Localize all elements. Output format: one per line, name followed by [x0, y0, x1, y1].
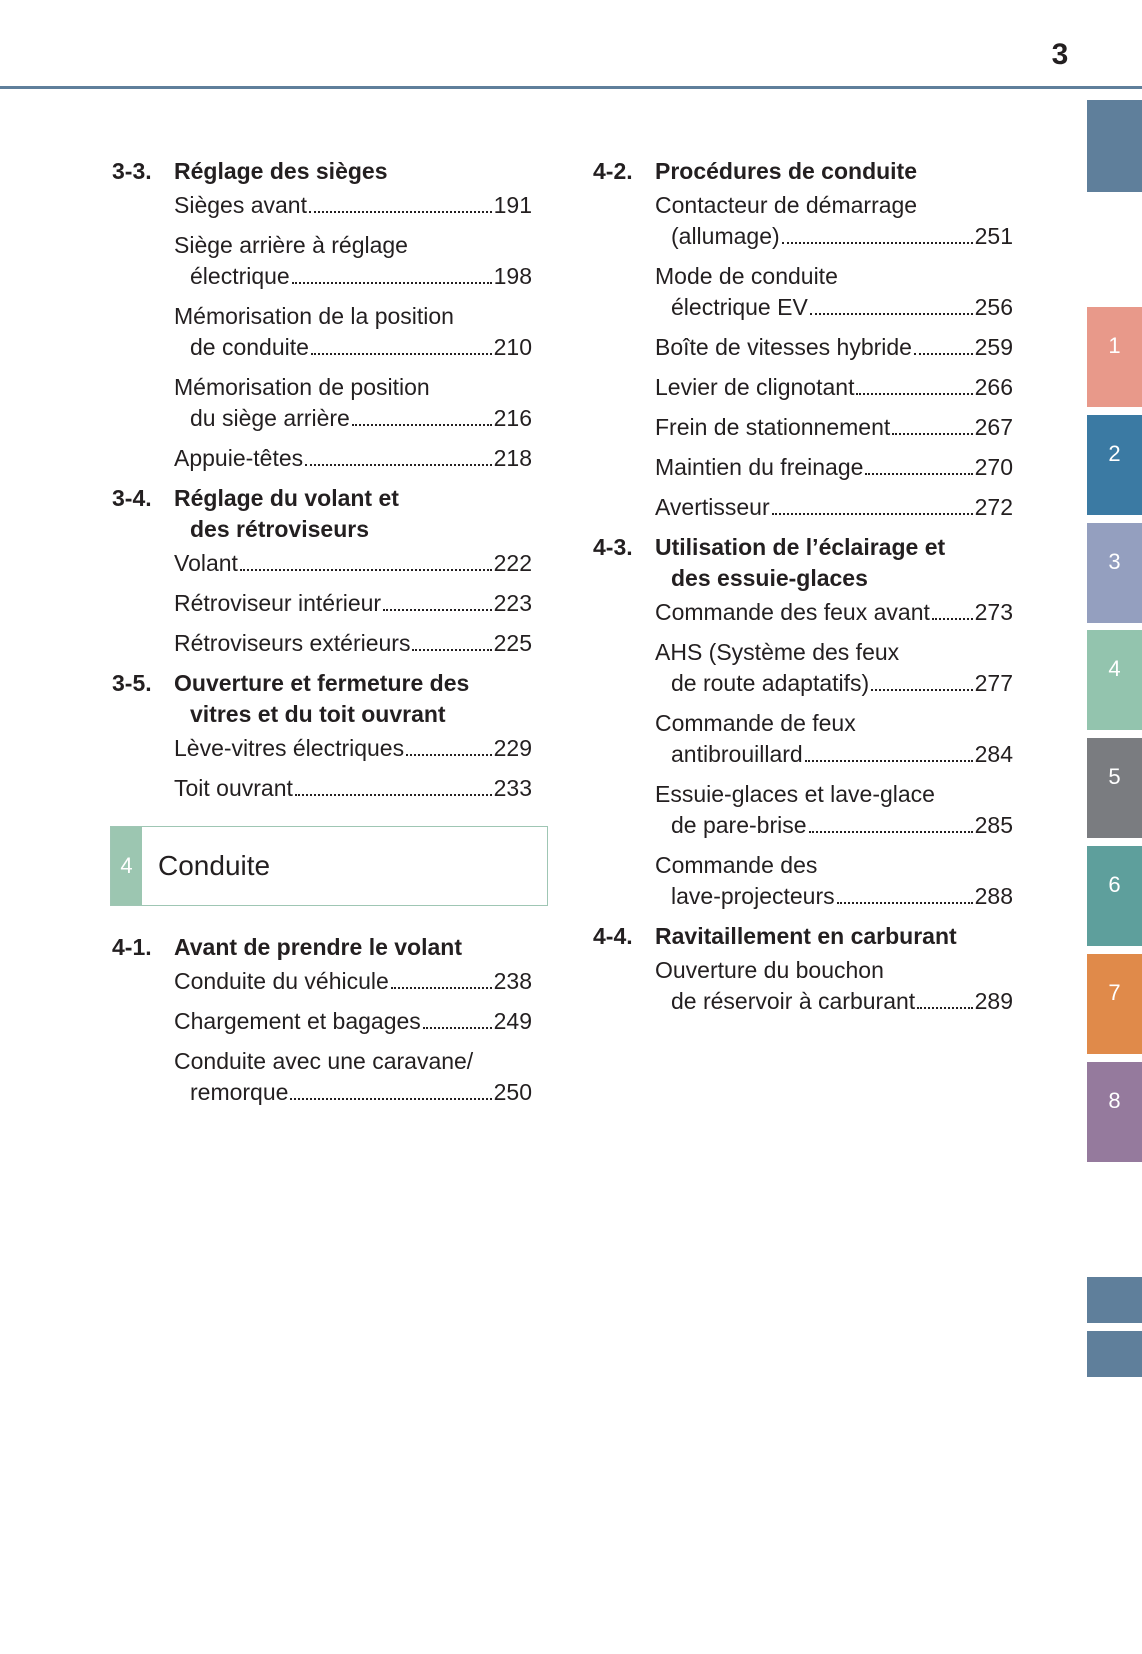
toc-entry-antibrouillard[interactable]: Commande de feux antibrouillard 284	[655, 708, 1013, 770]
section-4-1	[112, 932, 532, 1108]
toc-entry-chargement-bagages[interactable]: Chargement et bagages 249	[174, 1006, 532, 1037]
page-ref: 284	[974, 741, 1013, 767]
side-tab-bottom-1[interactable]	[1087, 1277, 1142, 1323]
section-4-4	[593, 921, 1013, 1017]
chapter-number: 4	[111, 827, 142, 905]
page-ref: 218	[493, 445, 532, 471]
side-tab-bottom-2[interactable]	[1087, 1331, 1142, 1377]
page-ref: 251	[974, 223, 1013, 249]
toc-left-column	[112, 156, 532, 1117]
page-ref: 285	[974, 812, 1013, 838]
section-number: 4-1.	[112, 934, 152, 960]
side-tab-6[interactable]: 6	[1087, 846, 1142, 946]
page-ref: 266	[974, 374, 1013, 400]
side-tab-7[interactable]: 7	[1087, 954, 1142, 1054]
page-ref: 267	[974, 414, 1013, 440]
toc-entry-mode-ev[interactable]: Mode de conduite électrique EV 256	[655, 261, 1013, 323]
page-ref: 273	[974, 599, 1013, 625]
page-ref: 222	[493, 550, 532, 576]
chapter-title: Conduite	[158, 850, 271, 881]
toc-entry-avertisseur[interactable]: Avertisseur 272	[655, 492, 1013, 523]
section-title[interactable]: Utilisation de l’éclairage et des essuie-glaces	[655, 534, 946, 591]
section-number: 3-5.	[112, 670, 152, 696]
page-ref: 249	[493, 1008, 532, 1034]
page-ref: 216	[493, 405, 532, 431]
toc-entry-memorisation-siege-arriere[interactable]: Mémorisation de position du siège arrière 216	[174, 372, 532, 434]
toc-entry-siege-arriere-reglage[interactable]: Siège arrière à réglage électrique 198	[174, 230, 532, 292]
section-title[interactable]: Ouverture et fermeture des vitres et du toit ouvrant	[174, 670, 470, 727]
toc-entry-lave-projecteurs[interactable]: Commande des lave-projecteurs 288	[655, 850, 1013, 912]
toc-entry-maintien-freinage[interactable]: Maintien du freinage 270	[655, 452, 1013, 483]
section-title[interactable]: Avant de prendre le volant	[174, 934, 462, 960]
section-number: 4-3.	[593, 534, 633, 560]
side-tab-1[interactable]: 1	[1087, 307, 1142, 407]
toc-entry-memorisation-conduite[interactable]: Mémorisation de la position de conduite 210	[174, 301, 532, 363]
page-ref: 250	[493, 1079, 532, 1105]
page-ref: 238	[493, 968, 532, 994]
side-tab-8[interactable]: 8	[1087, 1062, 1142, 1162]
toc-entry-bouchon-reservoir[interactable]: Ouverture du bouchon de réservoir à carburant 289	[655, 955, 1013, 1017]
toc-entry-ahs[interactable]: AHS (Système des feux de route adaptatifs) 277	[655, 637, 1013, 699]
toc-entry-retroviseurs-exterieurs[interactable]: Rétroviseurs extérieurs 225	[174, 628, 532, 659]
toc-entry-conduite-vehicule[interactable]: Conduite du véhicule 238	[174, 966, 532, 997]
toc-entry-caravane-remorque[interactable]: Conduite avec une caravane/ remorque 250	[174, 1046, 532, 1108]
side-tab-4[interactable]: 4	[1087, 630, 1142, 730]
section-4-2	[593, 156, 1013, 523]
page-ref: 229	[493, 735, 532, 761]
toc-entry-frein-stationnement[interactable]: Frein de stationnement 267	[655, 412, 1013, 443]
toc-entry-boite-vitesses[interactable]: Boîte de vitesses hybride 259	[655, 332, 1013, 363]
section-title[interactable]: Procédures de conduite	[655, 158, 918, 184]
section-title[interactable]: Réglage du volant et des rétroviseurs	[174, 485, 399, 542]
header-rule	[0, 86, 1142, 89]
side-tab-top[interactable]	[1087, 100, 1142, 192]
section-number: 3-3.	[112, 158, 152, 184]
toc-entry-volant[interactable]: Volant 222	[174, 548, 532, 579]
page-ref: 288	[974, 883, 1013, 909]
page-ref: 225	[493, 630, 532, 656]
page-ref: 270	[974, 454, 1013, 480]
toc-entry-appuie-tetes[interactable]: Appuie-têtes 218	[174, 443, 532, 474]
page-ref: 191	[493, 192, 532, 218]
page-ref: 210	[493, 334, 532, 360]
chapter-heading-4[interactable]	[110, 826, 548, 906]
page-ref: 277	[974, 670, 1013, 696]
toc-entry-retroviseur-interieur[interactable]: Rétroviseur intérieur 223	[174, 588, 532, 619]
page-number: 3	[1051, 38, 1069, 71]
side-tab-2[interactable]: 2	[1087, 415, 1142, 515]
toc-entry-toit-ouvrant[interactable]: Toit ouvrant 233	[174, 773, 532, 804]
toc-entry-essuie-glaces[interactable]: Essuie-glaces et lave-glace de pare-brise 285	[655, 779, 1013, 841]
toc-entry-sieges-avant[interactable]: Sièges avant 191	[174, 190, 532, 221]
page-ref: 256	[974, 294, 1013, 320]
page-ref: 198	[493, 263, 532, 289]
toc-entry-levier-clignotant[interactable]: Levier de clignotant 266	[655, 372, 1013, 403]
page-ref: 272	[974, 494, 1013, 520]
side-tab-3[interactable]: 3	[1087, 523, 1142, 623]
section-3-4	[112, 483, 532, 659]
side-tab-5[interactable]: 5	[1087, 738, 1142, 838]
page-ref: 289	[974, 988, 1013, 1014]
section-title[interactable]: Ravitaillement en carburant	[655, 923, 957, 949]
page-ref: 259	[974, 334, 1013, 360]
page-ref: 223	[493, 590, 532, 616]
section-number: 3-4.	[112, 485, 152, 511]
toc-entry-feux-avant[interactable]: Commande des feux avant 273	[655, 597, 1013, 628]
toc-entry-leve-vitres[interactable]: Lève-vitres électriques 229	[174, 733, 532, 764]
toc-entry-contacteur-demarrage[interactable]: Contacteur de démarrage (allumage) 251	[655, 190, 1013, 252]
section-title[interactable]: Réglage des sièges	[174, 158, 388, 184]
section-3-3	[112, 156, 532, 474]
toc-right-column	[593, 156, 1013, 1026]
section-4-3	[593, 532, 1013, 912]
page-ref: 233	[493, 775, 532, 801]
section-number: 4-2.	[593, 158, 633, 184]
section-number: 4-4.	[593, 923, 633, 949]
section-3-5	[112, 668, 532, 804]
